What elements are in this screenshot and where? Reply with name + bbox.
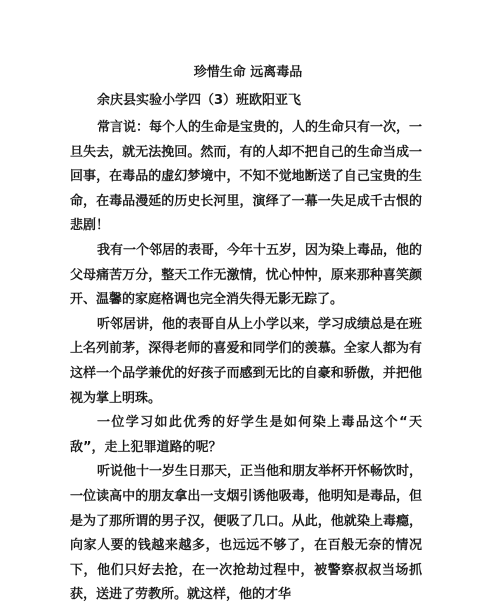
article-byline: 余庆县实验小学四（3）班欧阳亚飞	[97, 93, 302, 108]
article-title: 珍惜生命 远离毒品	[193, 65, 303, 80]
paragraph-1: 常言说：每个人的生命是宝贵的，人的生命只有一次，一旦失去，就无法挽回。然而，有的人却不把自己的生命当成一回事，在毒品的虚幻梦境中，不知不觉地断送了自己宝贵的生命，在毒品漫延的历史长河里，演绎了一幕一失足成千古恨的悲剧！	[70, 120, 423, 234]
paragraph-2: 我有一个邻居的表哥，今年十五岁，因为染上毒品，他的父母痛苦万分，整天工作无激情，忧心忡忡，原来那种喜笑颜开、温馨的家庭格调也完全消失得无影无踪了。	[70, 242, 423, 308]
article-body	[70, 116, 422, 608]
paragraph-5: 听说他十一岁生日那天，正当他和朋友举杯开怀畅饮时，一位读高中的朋友拿出一支烟引诱他吸毒，他明知是毒品，但是为了那所谓的男子汉，便吸了几口。从此，他就染上毒瘾，向家人要的钱越来越多，也远远不够了，在百般无奈的情况下，他们只好去抢，在一次抢劫过程中，被警察叔叔当场抓获，送进了劳教所。就这样，他的才华	[70, 464, 423, 603]
paragraph-3: 听邻居讲，他的表哥自从上小学以来，学习成绩总是在班上名列前茅，深得老师的喜爱和同学们的羡慕。全家人都为有这样一个品学兼优的好孩子而感到无比的自豪和骄傲，并把他视为掌上明珠。	[70, 316, 423, 406]
paragraph-4: 一位学习如此优秀的好学生是如何染上毒品这个“天敌”，走上犯罪道路的呢？	[70, 415, 422, 455]
